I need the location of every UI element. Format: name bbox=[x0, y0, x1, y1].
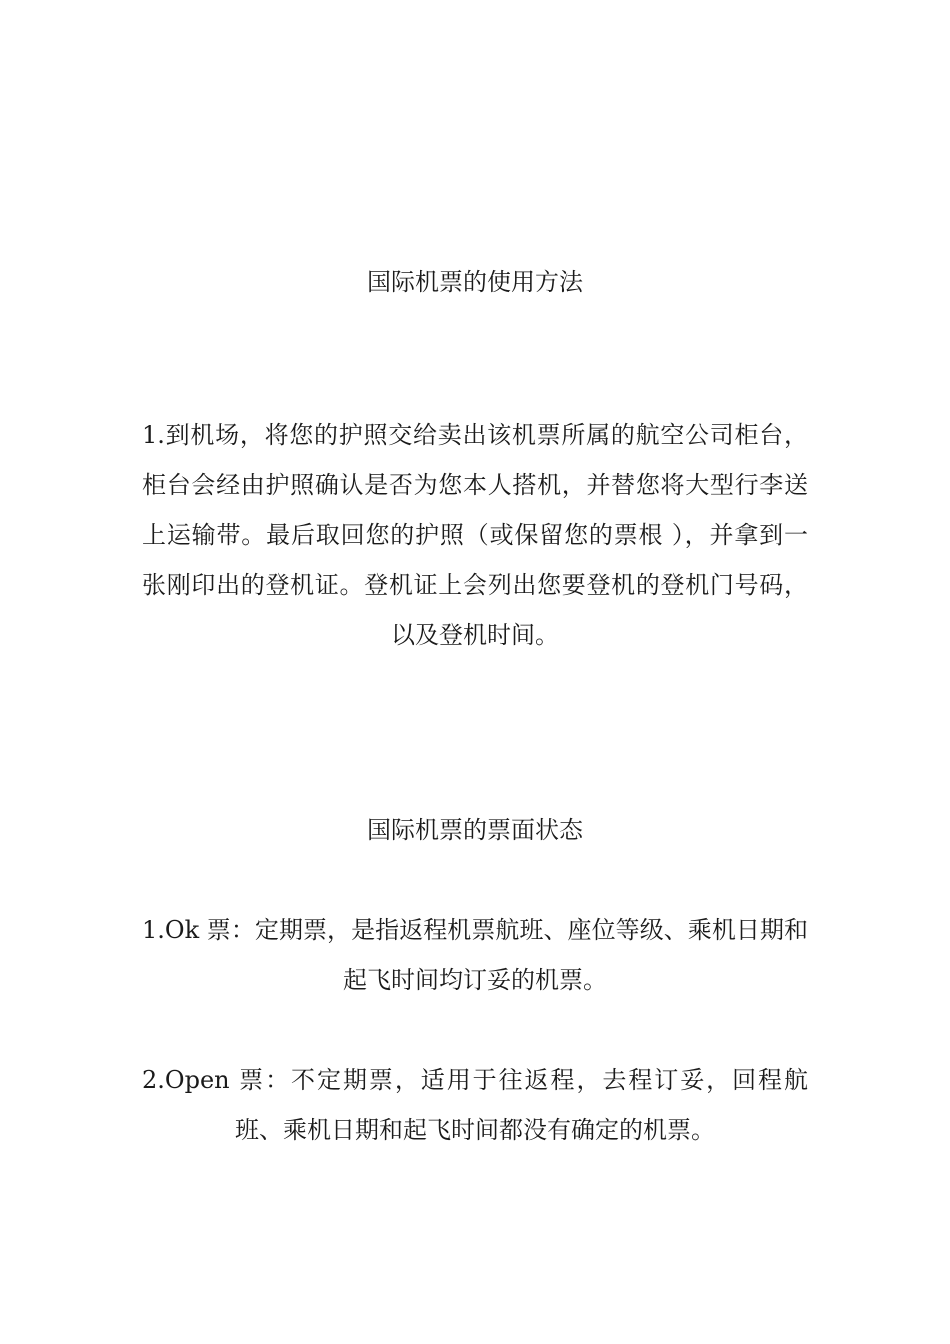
section-heading-status: 国际机票的票面状态 bbox=[367, 816, 583, 844]
status-paragraph-open: 2.Open 票：不定期票，适用于往返程，去程订妥，回程航班、乘机日期和起飞时间都没有确定的机票。 bbox=[142, 1066, 808, 1144]
usage-paragraph-1: 1.到机场，将您的护照交给卖出该机票所属的航空公司柜台，柜台会经由护照确认是否为您本人搭机，并替您将大型行李送上运输带。最后取回您的护照（或保留您的票根 ），并拿到一张刚印出的登机证。登机证上会列出您要登机的登机门号码，以及登机时间。 bbox=[142, 421, 808, 649]
section-heading-usage: 国际机票的使用方法 bbox=[367, 268, 583, 296]
status-paragraph-ok: 1.Ok 票：定期票，是指返程机票航班、座位等级、乘机日期和起飞时间均订妥的机票。 bbox=[142, 916, 808, 994]
